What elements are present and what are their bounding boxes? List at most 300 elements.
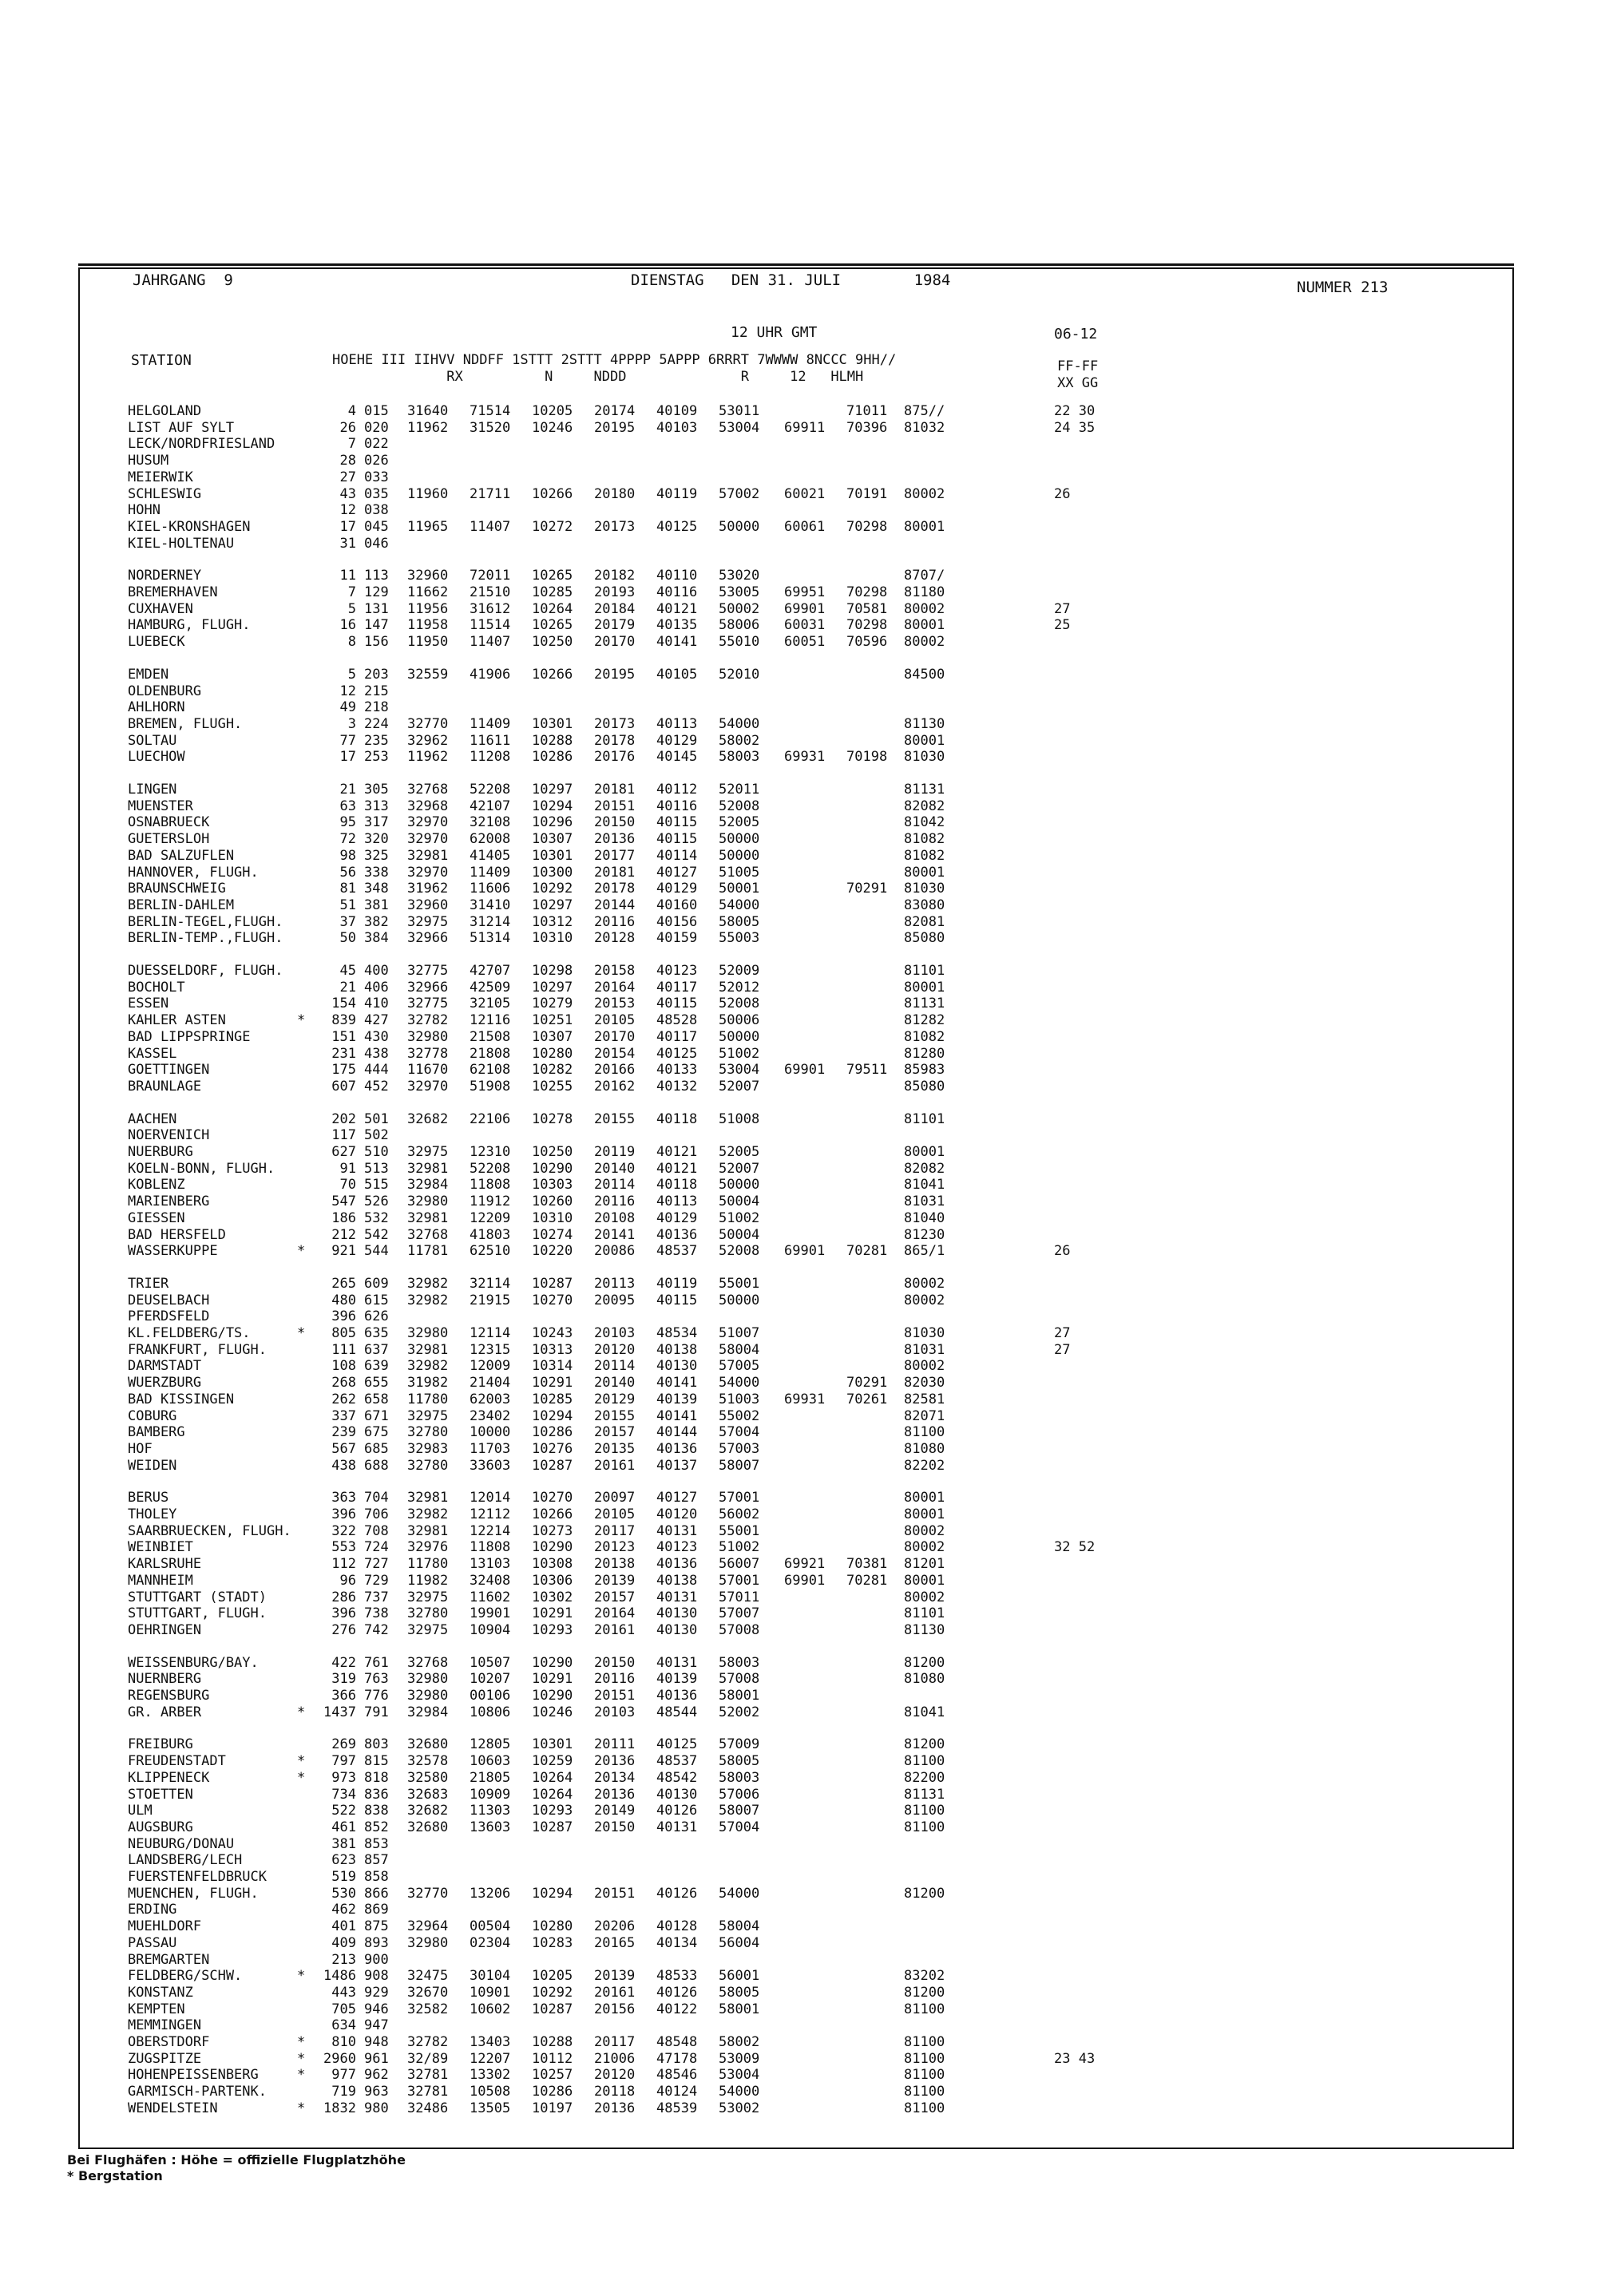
- height: 175: [331, 1062, 356, 1078]
- iihvv-group: 11780: [407, 1556, 449, 1572]
- precip-group: 69931: [784, 1391, 826, 1407]
- temp-group-2: 20128: [594, 930, 636, 946]
- station-name: DARMSTADT: [128, 1358, 202, 1374]
- station-name: GR. ARBER: [128, 1704, 202, 1720]
- tendency-group: 58003: [719, 749, 760, 765]
- height: 63: [339, 798, 356, 814]
- tendency-group: 57004: [719, 1819, 760, 1835]
- nddff-group: 11703: [470, 1441, 511, 1457]
- height: 262: [331, 1391, 356, 1407]
- station-name: GOETTINGEN: [128, 1062, 210, 1078]
- table-row: [128, 699, 1134, 715]
- temp-group-1: 10286: [532, 1424, 573, 1440]
- height: 49: [339, 699, 356, 715]
- pressure-group: 48537: [656, 1753, 698, 1769]
- cloud-group: 83080: [904, 897, 945, 913]
- station-name: SOLTAU: [128, 733, 177, 749]
- height: 239: [331, 1424, 356, 1440]
- temp-group-2: 20140: [594, 1375, 636, 1391]
- table-row: [128, 980, 1134, 996]
- height: 21: [339, 980, 356, 996]
- table-row: [128, 1391, 1134, 1407]
- temp-group-1: 10255: [532, 1079, 573, 1095]
- station-name: THOLEY: [128, 1506, 177, 1522]
- nddff-group: 21805: [470, 1770, 511, 1786]
- iihvv-group: 32982: [407, 1506, 449, 1522]
- weather-group: 70261: [846, 1391, 888, 1407]
- pressure-group: 40136: [656, 1556, 698, 1572]
- pressure-group: 40118: [656, 1177, 698, 1193]
- temp-group-1: 10266: [532, 667, 573, 683]
- cloud-group: 81030: [904, 881, 945, 897]
- pressure-group: 40122: [656, 2001, 698, 2017]
- station-name: HOHENPEISSENBERG: [128, 2067, 259, 2083]
- station-id: 438: [364, 1046, 389, 1062]
- iihvv-group: 32964: [407, 1918, 449, 1934]
- pressure-group: 40131: [656, 1523, 698, 1539]
- temp-group-1: 10265: [532, 568, 573, 584]
- temp-group-2: 20103: [594, 1704, 636, 1720]
- nddff-group: 22106: [470, 1111, 511, 1127]
- temp-group-2: 20184: [594, 601, 636, 617]
- mountain-mark: *: [297, 2100, 306, 2116]
- height: 77: [339, 733, 356, 749]
- nddff-group: 31410: [470, 897, 511, 913]
- pressure-group: 40129: [656, 733, 698, 749]
- cloud-group: 80002: [904, 634, 945, 650]
- pressure-group: 40138: [656, 1342, 698, 1358]
- pressure-group: 40126: [656, 1886, 698, 1902]
- pressure-group: 40126: [656, 1985, 698, 2001]
- pressure-group: 40130: [656, 1605, 698, 1621]
- nddff-group: 12214: [470, 1523, 511, 1539]
- pressure-group: 40136: [656, 1688, 698, 1704]
- cloud-group: 81180: [904, 584, 945, 600]
- temp-group-2: 20120: [594, 2067, 636, 2083]
- cloud-group: 81032: [904, 420, 945, 436]
- cloud-group: 80001: [904, 980, 945, 996]
- tendency-group: 52008: [719, 996, 760, 1011]
- temp-group-2: 20113: [594, 1276, 636, 1292]
- cloud-group: 865/1: [904, 1243, 945, 1259]
- height: 276: [331, 1622, 356, 1638]
- table-row: [128, 1424, 1134, 1440]
- temp-group-2: 20170: [594, 1029, 636, 1045]
- height: 547: [331, 1194, 356, 1209]
- temp-group-1: 10296: [532, 814, 573, 830]
- height: 366: [331, 1688, 356, 1704]
- station-id: 305: [364, 782, 389, 798]
- station-name: EMDEN: [128, 667, 169, 683]
- station-name: BAMBERG: [128, 1424, 185, 1440]
- temp-group-2: 20164: [594, 1605, 636, 1621]
- precip-group: 69951: [784, 584, 826, 600]
- iihvv-group: 32970: [407, 831, 449, 847]
- height: 1486: [323, 1968, 356, 1984]
- cloud-group: 81100: [904, 2001, 945, 2017]
- temp-group-2: 20117: [594, 2034, 636, 2050]
- station-name: GUETERSLOH: [128, 831, 210, 847]
- table-row: [128, 2034, 1134, 2050]
- pressure-group: 40131: [656, 1589, 698, 1605]
- nddff-group: 10602: [470, 2001, 511, 2017]
- nddff-group: 12014: [470, 1490, 511, 1506]
- tendency-group: 56001: [719, 1968, 760, 1984]
- pressure-group: 48544: [656, 1704, 698, 1720]
- table-row: [128, 536, 1134, 552]
- station-id: 400: [364, 963, 389, 979]
- table-row: [128, 1210, 1134, 1226]
- tendency-group: 57006: [719, 1787, 760, 1803]
- iihvv-group: 32982: [407, 1292, 449, 1308]
- iihvv-group: 32975: [407, 1622, 449, 1638]
- nddff-group: 52208: [470, 782, 511, 798]
- station-id: 502: [364, 1127, 389, 1143]
- temp-group-1: 10246: [532, 420, 573, 436]
- station-id: 147: [364, 617, 389, 633]
- mountain-mark: *: [297, 1325, 306, 1341]
- pressure-group: 48537: [656, 1243, 698, 1259]
- pressure-group: 48548: [656, 2034, 698, 2050]
- iihvv-group: 32976: [407, 1539, 449, 1555]
- temp-group-1: 10288: [532, 733, 573, 749]
- temp-group-1: 10257: [532, 2067, 573, 2083]
- temp-group-1: 10290: [532, 1161, 573, 1177]
- pressure-group: 48542: [656, 1770, 698, 1786]
- cloud-group: 81201: [904, 1556, 945, 1572]
- height: 108: [331, 1358, 356, 1374]
- temp-group-2: 20170: [594, 634, 636, 650]
- table-row: [128, 1358, 1134, 1374]
- station-id: 866: [364, 1886, 389, 1902]
- temp-group-1: 10290: [532, 1655, 573, 1671]
- temp-group-2: 20157: [594, 1424, 636, 1440]
- station-name: BOCHOLT: [128, 980, 185, 996]
- iihvv-group: 32680: [407, 1819, 449, 1835]
- cloud-group: 81200: [904, 1655, 945, 1671]
- height: 401: [331, 1918, 356, 1934]
- nddff-group: 11808: [470, 1539, 511, 1555]
- cloud-group: 82071: [904, 1408, 945, 1424]
- station-name: LINGEN: [128, 782, 177, 798]
- temp-group-1: 10280: [532, 1046, 573, 1062]
- table-row: [128, 749, 1134, 765]
- iihvv-group: 32975: [407, 1144, 449, 1160]
- cloud-group: 80001: [904, 1506, 945, 1522]
- cloud-group: 81200: [904, 1985, 945, 2001]
- nddff-group: 12116: [470, 1012, 511, 1028]
- table-row: [128, 1046, 1134, 1062]
- iihvv-group: 32983: [407, 1441, 449, 1457]
- temp-group-2: 20179: [594, 617, 636, 633]
- height: 705: [331, 2001, 356, 2017]
- nddff-group: 10603: [470, 1753, 511, 1769]
- station-name: OLDENBURG: [128, 683, 202, 699]
- iihvv-group: 11670: [407, 1062, 449, 1078]
- tendency-group: 51002: [719, 1539, 760, 1555]
- iihvv-group: 32683: [407, 1787, 449, 1803]
- tendency-group: 53009: [719, 2051, 760, 2067]
- precip-group: 69911: [784, 420, 826, 436]
- table-row: [128, 881, 1134, 897]
- table-row: [128, 1736, 1134, 1752]
- iihvv-group: 11982: [407, 1573, 449, 1589]
- temp-group-1: 10290: [532, 1539, 573, 1555]
- station-id: 875: [364, 1918, 389, 1934]
- pressure-group: 48533: [656, 1968, 698, 1984]
- height: 98: [339, 848, 356, 864]
- temp-group-2: 20158: [594, 963, 636, 979]
- station-name: SCHLESWIG: [128, 486, 202, 502]
- station-name: LANDSBERG/LECH: [128, 1852, 243, 1868]
- cloud-group: 81100: [904, 2034, 945, 2050]
- cloud-group: 81041: [904, 1704, 945, 1720]
- temp-group-1: 10310: [532, 1210, 573, 1226]
- temp-group-2: 20116: [594, 914, 636, 930]
- nddff-group: 12207: [470, 2051, 511, 2067]
- station-id: 815: [364, 1753, 389, 1769]
- nddff-group: 10508: [470, 2084, 511, 2100]
- height: 213: [331, 1952, 356, 1968]
- temp-group-1: 10270: [532, 1292, 573, 1308]
- height: 363: [331, 1490, 356, 1506]
- table-row: [128, 1886, 1134, 1902]
- table-row: [128, 2051, 1134, 2067]
- nddff-group: 31520: [470, 420, 511, 436]
- station-id: 022: [364, 436, 389, 452]
- cloud-group: 82030: [904, 1375, 945, 1391]
- temp-group-1: 10266: [532, 1506, 573, 1522]
- station-name: COBURG: [128, 1408, 177, 1424]
- iihvv-group: 32582: [407, 2001, 449, 2017]
- nddff-group: 72011: [470, 568, 511, 584]
- temp-group-1: 10279: [532, 996, 573, 1011]
- height: 319: [331, 1671, 356, 1687]
- footnote-mountain: * Bergstation: [67, 2168, 163, 2183]
- station-id: 742: [364, 1622, 389, 1638]
- table-row: [128, 601, 1134, 617]
- station-name: FRANKFURT, FLUGH.: [128, 1342, 267, 1358]
- table-row: [128, 1605, 1134, 1621]
- tendency-group: 52005: [719, 1144, 760, 1160]
- iihvv-group: 31982: [407, 1375, 449, 1391]
- station-name: OBERSTDORF: [128, 2034, 210, 2050]
- height: 286: [331, 1589, 356, 1605]
- temp-group-1: 10287: [532, 2001, 573, 2017]
- temp-group-1: 10288: [532, 2034, 573, 2050]
- table-row: [128, 1458, 1134, 1474]
- station-id: 542: [364, 1227, 389, 1243]
- temp-group-2: 20150: [594, 814, 636, 830]
- station-id: 020: [364, 420, 389, 436]
- temp-group-1: 10302: [532, 1589, 573, 1605]
- height: 734: [331, 1787, 356, 1803]
- cloud-group: 81280: [904, 1046, 945, 1062]
- cloud-group: 81030: [904, 749, 945, 765]
- station-id: 738: [364, 1605, 389, 1621]
- tendency-group: 57003: [719, 1441, 760, 1457]
- tendency-group: 52008: [719, 1243, 760, 1259]
- iihvv-group: 31640: [407, 403, 449, 419]
- weather-group: 70198: [846, 749, 888, 765]
- pressure-group: 40160: [656, 897, 698, 913]
- weather-group: 70381: [846, 1556, 888, 1572]
- nddff-group: 12315: [470, 1342, 511, 1358]
- pressure-group: 40159: [656, 930, 698, 946]
- temp-group-2: 20161: [594, 1458, 636, 1474]
- table-row: [128, 1062, 1134, 1078]
- weather-group: 70581: [846, 601, 888, 617]
- station-name: AUGSBURG: [128, 1819, 193, 1835]
- temp-group-2: 20178: [594, 881, 636, 897]
- station-id: 532: [364, 1210, 389, 1226]
- nddff-group: 13103: [470, 1556, 511, 1572]
- height: 202: [331, 1111, 356, 1127]
- pressure-group: 40124: [656, 2084, 698, 2100]
- iihvv-group: 32775: [407, 963, 449, 979]
- cloud-group: 81082: [904, 831, 945, 847]
- nddff-group: 11611: [470, 733, 511, 749]
- cloud-group: 80001: [904, 865, 945, 881]
- table-row: [128, 403, 1134, 419]
- gust-group: 27: [1054, 1342, 1071, 1358]
- tendency-group: 55001: [719, 1276, 760, 1292]
- cloud-group: 82200: [904, 1770, 945, 1786]
- temp-group-1: 10294: [532, 1886, 573, 1902]
- table-row: [128, 1753, 1134, 1769]
- height: 7: [347, 584, 356, 600]
- iihvv-group: 11780: [407, 1391, 449, 1407]
- station-name: BAD KISSINGEN: [128, 1391, 235, 1407]
- tendency-group: 51005: [719, 865, 760, 881]
- station-name: OSNABRUECK: [128, 814, 210, 830]
- temp-group-2: 20136: [594, 2100, 636, 2116]
- station-id: 791: [364, 1704, 389, 1720]
- height: 409: [331, 1935, 356, 1951]
- cloud-group: 80001: [904, 733, 945, 749]
- station-name: BERLIN-TEGEL,FLUGH.: [128, 914, 283, 930]
- precip-group: 69901: [784, 1243, 826, 1259]
- table-row: [128, 1490, 1134, 1506]
- nddff-group: 51314: [470, 930, 511, 946]
- table-row: [128, 1803, 1134, 1819]
- station-id: 729: [364, 1573, 389, 1589]
- station-name: ERDING: [128, 1902, 177, 1918]
- station-name: DUESSELDORF, FLUGH.: [128, 963, 283, 979]
- table-row: [128, 716, 1134, 732]
- height: 1437: [323, 1704, 356, 1720]
- table-row: [128, 996, 1134, 1011]
- temp-group-1: 10297: [532, 782, 573, 798]
- mountain-mark: *: [297, 2051, 306, 2067]
- cloud-group: 80002: [904, 1523, 945, 1539]
- nddff-group: 10507: [470, 1655, 511, 1671]
- station-name: BRAUNLAGE: [128, 1079, 202, 1095]
- pressure-group: 40127: [656, 865, 698, 881]
- tendency-group: 57001: [719, 1490, 760, 1506]
- temp-group-2: 20180: [594, 486, 636, 502]
- temp-group-1: 10273: [532, 1523, 573, 1539]
- station-name: LIST AUF SYLT: [128, 420, 235, 436]
- iihvv-group: 32980: [407, 1325, 449, 1341]
- iihvv-group: 31962: [407, 881, 449, 897]
- temp-group-1: 10291: [532, 1671, 573, 1687]
- height: 480: [331, 1292, 356, 1308]
- height: 154: [331, 996, 356, 1011]
- nddff-group: 31612: [470, 601, 511, 617]
- iihvv-group: 32780: [407, 1458, 449, 1474]
- station-id: 838: [364, 1803, 389, 1819]
- precip-group: 69921: [784, 1556, 826, 1572]
- gust-group: 22 30: [1054, 403, 1096, 419]
- mountain-mark: *: [297, 1753, 306, 1769]
- temp-group-2: 20108: [594, 1210, 636, 1226]
- iihvv-group: 32770: [407, 1886, 449, 1902]
- height: 91: [339, 1161, 356, 1177]
- tendency-group: 56004: [719, 1935, 760, 1951]
- iihvv-group: 32/89: [407, 2051, 449, 2067]
- table-row: [128, 1573, 1134, 1589]
- iihvv-group: 32981: [407, 1161, 449, 1177]
- temp-group-1: 10274: [532, 1227, 573, 1243]
- table-row: [128, 453, 1134, 469]
- temp-group-2: 20173: [594, 519, 636, 535]
- cloud-group: 81200: [904, 1736, 945, 1752]
- station-name: NOERVENICH: [128, 1127, 210, 1143]
- pressure-group: 40119: [656, 486, 698, 502]
- tendency-group: 52011: [719, 782, 760, 798]
- mountain-mark: *: [297, 1968, 306, 1984]
- weather-group: 79511: [846, 1062, 888, 1078]
- tendency-group: 52002: [719, 1704, 760, 1720]
- pressure-group: 40121: [656, 601, 698, 617]
- nddff-group: 12112: [470, 1506, 511, 1522]
- precip-group: 60051: [784, 634, 826, 650]
- tendency-group: 55002: [719, 1408, 760, 1424]
- weather-group: 70281: [846, 1243, 888, 1259]
- nddff-group: 32108: [470, 814, 511, 830]
- station-id: 852: [364, 1819, 389, 1835]
- table-row: [128, 1869, 1134, 1885]
- iihvv-group: 32975: [407, 914, 449, 930]
- temp-group-2: 20129: [594, 1391, 636, 1407]
- height: 5: [347, 667, 356, 683]
- station-id: 963: [364, 2084, 389, 2100]
- nddff-group: 21711: [470, 486, 511, 502]
- table-row: [128, 1918, 1134, 1934]
- cloud-group: 80002: [904, 486, 945, 502]
- pressure-group: 40137: [656, 1458, 698, 1474]
- precip-group: 69901: [784, 601, 826, 617]
- station-id: 761: [364, 1655, 389, 1671]
- temp-group-2: 20105: [594, 1506, 636, 1522]
- station-name: FREIBURG: [128, 1736, 193, 1752]
- station-name: MEMMINGEN: [128, 2017, 202, 2033]
- station-name: TRIER: [128, 1276, 169, 1292]
- temp-group-2: 20116: [594, 1671, 636, 1687]
- station-id: 685: [364, 1441, 389, 1457]
- tendency-group: 50000: [719, 519, 760, 535]
- height: 72: [339, 831, 356, 847]
- temp-group-2: 20164: [594, 980, 636, 996]
- temp-group-1: 10266: [532, 486, 573, 502]
- tendency-group: 50000: [719, 831, 760, 847]
- precip-group: 60031: [784, 617, 826, 633]
- station-id: 444: [364, 1062, 389, 1078]
- station-id: 033: [364, 469, 389, 485]
- pressure-group: 40119: [656, 1276, 698, 1292]
- cloud-group: 81100: [904, 2051, 945, 2067]
